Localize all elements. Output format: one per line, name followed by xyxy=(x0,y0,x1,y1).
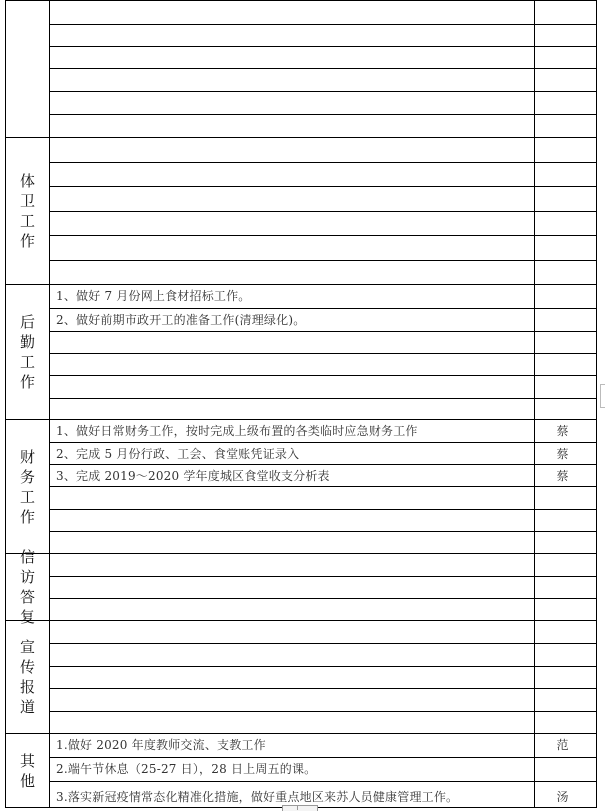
task-cell xyxy=(50,510,535,531)
section-health xyxy=(6,137,596,284)
table-row xyxy=(50,260,596,285)
owner-cell xyxy=(529,577,596,598)
table-row xyxy=(50,186,596,211)
page-edge-marker xyxy=(600,384,605,408)
task-cell xyxy=(50,712,535,734)
section-publicity xyxy=(6,620,596,733)
task-cell xyxy=(50,354,535,375)
task-cell xyxy=(50,599,535,621)
table-row xyxy=(50,757,596,781)
table-row xyxy=(50,781,596,808)
task-cell xyxy=(50,25,535,46)
table-row xyxy=(50,486,596,509)
table-row xyxy=(50,688,596,711)
task-cell xyxy=(50,1,535,24)
task-cell: 2、做好前期市政开工的准备工作(清理绿化)。 xyxy=(50,309,535,331)
task-cell xyxy=(50,69,535,91)
table-row xyxy=(50,308,596,331)
task-cell: 3.落实新冠疫情常态化精准化措施，做好重点地区来苏人员健康管理工作。 xyxy=(50,782,535,808)
section-label-finance: 财务工作 xyxy=(6,420,50,553)
owner-cell xyxy=(529,285,596,308)
task-cell xyxy=(50,399,535,420)
table-row xyxy=(50,643,596,666)
table-row xyxy=(50,398,596,420)
table-row xyxy=(50,235,596,260)
task-cell: 2.端午节休息（25-27 日），28 日上周五的课。 xyxy=(50,758,535,781)
table-resize-handle[interactable] xyxy=(282,805,318,811)
table-row xyxy=(50,734,596,757)
owner-cell xyxy=(529,667,596,688)
table-row xyxy=(50,420,596,442)
owner-cell xyxy=(529,212,596,235)
owner-cell xyxy=(529,92,596,114)
task-cell xyxy=(50,187,535,211)
section-label-petitions: 信访答复 xyxy=(6,554,50,620)
section-label-top xyxy=(6,1,50,137)
section-other xyxy=(6,733,596,807)
owner-cell xyxy=(529,644,596,666)
task-cell xyxy=(50,261,535,285)
table-row xyxy=(50,24,596,46)
table-row xyxy=(50,91,596,114)
table-row xyxy=(50,285,596,308)
task-cell xyxy=(50,689,535,711)
table-row xyxy=(50,666,596,688)
task-cell xyxy=(50,577,535,598)
table-row xyxy=(50,554,596,576)
owner-cell xyxy=(529,758,596,781)
table-row xyxy=(50,331,596,353)
owner-cell xyxy=(529,354,596,375)
owner-cell xyxy=(529,599,596,621)
owner-cell: 蔡 xyxy=(556,424,569,438)
owner-cell xyxy=(529,689,596,711)
table-row xyxy=(50,353,596,375)
task-cell: 2、完成 5 月份行政、工会、食堂账凭证录入 xyxy=(50,443,535,464)
table-row xyxy=(50,464,596,486)
owner-cell xyxy=(529,510,596,531)
owner-cell xyxy=(529,187,596,211)
section-label-logistics: 后勤工作 xyxy=(6,285,50,419)
task-cell xyxy=(50,376,535,398)
owner-cell xyxy=(529,532,596,554)
task-cell: 1、做好日常财务工作，按时完成上级布置的各类临时应急财务工作 xyxy=(50,420,535,442)
task-cell: 1、做好 7 月份网上食材招标工作。 xyxy=(50,285,535,308)
task-cell xyxy=(50,92,535,114)
owner-cell xyxy=(529,487,596,509)
owner-cell xyxy=(529,621,596,643)
table-row xyxy=(50,1,596,24)
owner-cell xyxy=(529,399,596,420)
table-row xyxy=(50,114,596,138)
table-row xyxy=(50,211,596,235)
table-row xyxy=(50,711,596,734)
task-cell: 3、完成 2019～2020 学年度城区食堂收支分析表 xyxy=(50,465,535,486)
section-logistics xyxy=(6,284,596,419)
owner-cell xyxy=(529,1,596,24)
task-cell xyxy=(50,487,535,509)
owner-cell xyxy=(529,163,596,186)
task-cell xyxy=(50,138,535,162)
section-label-other: 其他 xyxy=(6,734,50,807)
task-cell xyxy=(50,332,535,353)
task-cell xyxy=(50,621,535,643)
task-cell xyxy=(50,163,535,186)
task-cell xyxy=(50,212,535,235)
section-top xyxy=(6,0,596,137)
owner-cell xyxy=(529,309,596,331)
task-cell xyxy=(50,115,535,138)
task-cell xyxy=(50,554,535,576)
table-row xyxy=(50,162,596,186)
section-petitions xyxy=(6,548,596,626)
table-row xyxy=(50,442,596,464)
task-cell xyxy=(50,667,535,688)
table-row xyxy=(50,576,596,598)
owner-cell xyxy=(529,332,596,353)
owner-cell: 范 xyxy=(556,738,569,752)
owner-cell: 蔡 xyxy=(556,447,569,461)
owner-cell xyxy=(529,69,596,91)
table-row xyxy=(50,621,596,643)
task-cell xyxy=(50,532,535,554)
task-cell: 1.做好 2020 年度教师交流、支教工作 xyxy=(50,734,535,757)
owner-cell xyxy=(529,47,596,68)
owner-cell xyxy=(529,138,596,162)
owner-cell xyxy=(529,115,596,138)
table-row xyxy=(50,509,596,531)
table-row xyxy=(50,138,596,162)
task-cell xyxy=(50,236,535,260)
section-finance xyxy=(6,419,596,553)
owner-cell xyxy=(529,712,596,734)
owner-cell xyxy=(529,261,596,285)
owner-cell: 汤 xyxy=(556,790,569,804)
task-cell xyxy=(50,644,535,666)
table-row xyxy=(50,531,596,554)
owner-cell xyxy=(529,376,596,398)
section-label-publicity: 宣传报道 xyxy=(6,621,50,733)
owner-cell xyxy=(529,25,596,46)
owner-cell: 蔡 xyxy=(556,469,569,483)
table-row xyxy=(50,68,596,91)
table-row xyxy=(50,598,596,621)
task-cell xyxy=(50,47,535,68)
table-row xyxy=(50,375,596,398)
table-row xyxy=(50,46,596,68)
section-label-health: 体卫工作 xyxy=(6,138,50,284)
owner-cell xyxy=(529,554,596,576)
owner-cell xyxy=(529,236,596,260)
work-plan-table xyxy=(5,0,597,808)
